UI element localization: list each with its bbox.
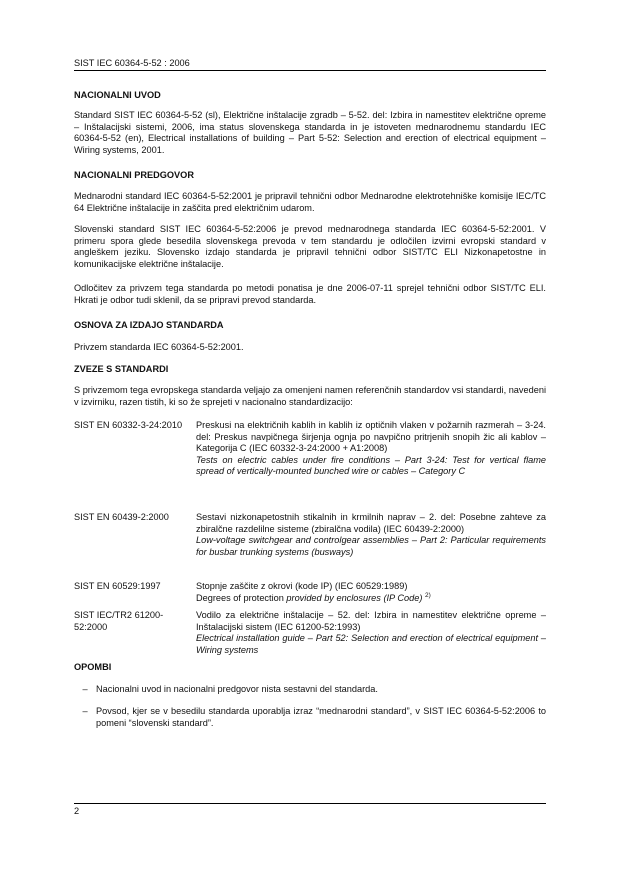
reference-item [74, 420, 546, 478]
reference-title-en: Low-voltage switchgear and controlgear assemblies – Part 2: Particular requirements for busbar trunking systems (busways) [196, 535, 546, 557]
reference-code: SIST EN 60332-3-24:2010 [74, 420, 183, 430]
reference-code: SIST EN 60439-2:2000 [74, 512, 169, 522]
reference-title-sl: Sestavi nizkonapetostnih stikalnih in krmilnih naprav – 2. del: Posebne zahteve za zbiralčne razdelilne sisteme (zbiralčna vodila) (IEC 60439-2:2000) [196, 512, 546, 534]
reference-item [74, 512, 546, 558]
reference-item [74, 610, 546, 656]
page-number: 2 [74, 806, 80, 816]
osnova-text: Privzem standarda IEC 60364-5-52:2001. [74, 342, 244, 352]
zveze-intro: S privzemom tega evropskega standarda veljajo za omenjeni namen referenčnih standardov vsi standardi, navedeni v izvirniku, razen tistih, ki so že sprejeti v nacionalno standardizacijo: [74, 385, 546, 407]
note-dash: – [82, 706, 88, 716]
footnote-marker: 2) [424, 591, 431, 599]
document-page [74, 58, 546, 728]
uvod-text: Standard SIST IEC 60364-5-52 (sl), Električne inštalacije zgradb – 5-52. del: Izbira in namestitev električne opreme – Inštalacijski sistemi, 2006, ima status slovenskega standarda in je istoveten mednarodnemu standardu IEC 60364-5-52 (en), Electrical installations of building – Part 5-52: Selection and erection of electrical equipment – Wiring systems, 2001. [74, 110, 546, 155]
reference-title-en: Electrical installation guide – Part 52: Selection and erection of electrical equipment – Wiring systems [196, 633, 546, 655]
note-item [74, 706, 546, 729]
reference-title-en: Tests on electric cables under fire conditions – Part 3-24: Test for vertical flame spread of vertically-mounted bunched wire or cables – Category C [196, 454, 546, 476]
reference-title-sl: Vodilo za električne inštalacije – 52. del: Izbira in namestitev električne opreme – Inštalacijski sistem (IEC 61200-52:1993) [196, 610, 546, 632]
note-dash: – [82, 684, 88, 694]
note-text: Nacionalni uvod in nacionalni predgovor nista sestavni del standarda. [96, 684, 378, 694]
reference-item [74, 581, 546, 604]
note-item [74, 684, 546, 696]
heading-osnova: OSNOVA ZA IZDAJO STANDARDA [74, 320, 224, 330]
note-text: Povsod, kjer se v besedilu standarda uporablja izraz “mednarodni standard”, v SIST IEC 60364-5-52:2006 to pomeni “slovenski standard”. [96, 706, 546, 728]
reference-title-en-plain: Degrees of protection [196, 592, 287, 603]
predgovor-paragraph-3: Odločitev za privzem tega standarda po metodi ponatisa je dne 2006-07-11 sprejel tehnični odbor SIST/TC ELI. Hkrati je odbor tudi sklenil, da se pripravi prevod standarda. [74, 283, 546, 305]
predgovor-paragraph-1: Mednarodni standard IEC 60364-5-52:2001 je pripravil tehnični odbor Mednarodne elektrotehniške komisije IEC/TC 64 Električne inštalacije in zaščita pred električnim udarom. [74, 191, 546, 213]
reference-code: SIST IEC/TR2 61200-52:2000 [74, 610, 164, 632]
heading-nacionalni-uvod: NACIONALNI UVOD [74, 90, 161, 100]
heading-opombi: OPOMBI [74, 662, 112, 672]
heading-nacionalni-predgovor: NACIONALNI PREDGOVOR [74, 170, 194, 180]
reference-title-en: provided by enclosures (IP Code) [286, 592, 423, 603]
heading-zveze: ZVEZE S STANDARDI [74, 364, 169, 374]
reference-title-sl: Stopnje zaščite z okrovi (kode IP) (IEC 60529:1989) [196, 581, 408, 591]
footer-divider [74, 803, 546, 804]
reference-code: SIST EN 60529:1997 [74, 581, 161, 591]
reference-title-sl: Preskusi na električnih kablih in kablih iz optičnih vlaken v požarnih razmerah – 3-24. del: Preskus navpičnega širjenja ognja po navpično pritrjenih snopih žic ali kablov – Kategorija C (IEC 60332-3-24:2000 + A1:2008) [196, 420, 546, 453]
predgovor-paragraph-2: Slovenski standard SIST IEC 60364-5-52:2006 je prevod mednarodnega standarda IEC 60364-5-52:2001. V primeru spora glede besedila slovenskega prevoda v tem standardu je odločilen izvirni evropski standard v angleškem jeziku. Slovensko izdajo standarda je pripravil tehnični odbor SIST/TC ELI Nizkonapetostne in komunikacijske električne inštalacije. [74, 224, 546, 269]
running-header: SIST IEC 60364-5-52 : 2006 [74, 58, 546, 71]
